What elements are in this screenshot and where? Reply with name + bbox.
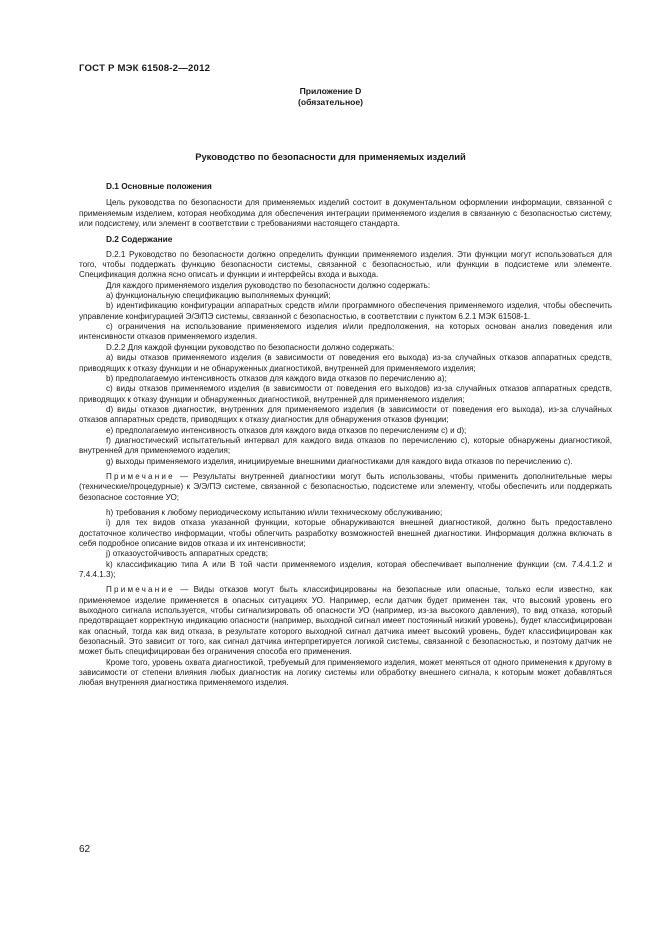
paragraph-final: Кроме того, уровень охвата диагностикой, требуемый для применяемого изделия, может меняться от одного применения к другому в зависимости от степени влияния любых диагностик на логику системы или обработку внешнего сигнала, к которым может добавляться любая внутренняя диагностика применяемого изделия. <box>79 657 612 688</box>
paragraph-d1: Цель руководства по безопасности для применяемых изделий состоит в документальном оформлении информации, связанной с применяемым изделием, которая необходима для обеспечения интеграции применяемого изделия в связанную с безопасностью систему, или подсистему, или элемент в соответствии с требованиями настоящего стандарта. <box>79 198 612 229</box>
list-item-c2: c) виды отказов применяемого изделия (в зависимости от поведения его выходов) из-за случайных отказов аппаратных средств, приводящих к отказу функции и обнаруженных диагностикой, внутренней для применяемого изделия; <box>79 384 612 404</box>
list-item-i2: i) для тех видов отказа указанной функции, которые обнаруживаются внешней диагностикой, должно быть предоставлено достаточное количество информации, чтобы облегчить разработку возможностей внешней диагностики. Информация должна включать в себя подробное описание видов отказа и их интенсивности; <box>79 518 612 548</box>
note-1 <box>79 472 612 503</box>
list-item-f2: f) диагностический испытательный интервал для каждого вида отказов по перечислению с), которые обнаружены диагностикой, внутренней для применяемого изделия; <box>79 435 612 456</box>
paragraph-d22: D.2.2 Для каждой функции руководство по безопасности должно содержать: <box>106 342 395 352</box>
note-1-text: — Результаты внутренней диагностики могут быть использованы, чтобы применить дополнительные меры (технические/процедурные) к Э/Э/ПЭ системе, связанной с безопасностью, подсистеме или элементу, чтобы обеспечить или поддержать безопасное состояние УО; <box>79 471 612 502</box>
annex-status: (обязательное) <box>297 97 364 107</box>
list-item-b2: b) предполагаемую интенсивность отказов для каждого вида отказов по перечислению а); <box>106 373 447 383</box>
list-item-h2: h) требования к любому периодическому испытанию и/или техническому обслуживанию; <box>106 507 443 517</box>
paragraph-d21: D.2.1 Руководство по безопасности должно определить функции применяемого изделия. Эти функции могут использоваться для того, чтобы поддержать функцию безопасности системы, связанной с безопасностью, или функции в подсистеме или элементе. Спецификация должна ясно описать и функции и интерфейсы входа и выхода. <box>79 249 612 280</box>
note-1-label: Примечание <box>106 471 175 481</box>
list-item-g2: g) выходы применяемого изделия, инициируемые внешними диагностиками для каждого вида отказов по перечислению с). <box>106 456 573 466</box>
page-number: 62 <box>79 844 91 855</box>
list-item-c1: c) ограничения на использование применяемого изделия и/или предположения, на которых основан анализ поведения или интенсивности отказов применяемого изделия. <box>79 322 612 342</box>
note-2-text: — Виды отказов могут быть классифицированы на безопасные или опасные, только если известно, как применяемое изделие применяется в опасных ситуациях УО. Например, если датчик будет применен так, что высокий уровень его выходного сигнала используется, чтобы сигнализировать об опасности УО (например, из-за высокого давления), то вид отказа, который предотвращает корректную индикацию опасности (например, выходной сигнал имеет постоянный низкий уровень), будет классифицирован как опасный, тогда как вид отказа, в результате которого выходной сигнал датчика имеет высокий уровень, будет классифицирован как безопасный. Это зависит от того, как сигнал датчика интерпретируется логикой системы, связанной с безопасностью, и поэтому датчик не может быть специфицирован без ограничения способа его применения. <box>79 585 612 657</box>
section-heading-d1: D.1 Основные положения <box>106 181 212 191</box>
list-item-b1: b) идентификацию конфигурации аппаратных средств и/или программного обеспечения применяемого изделия, чтобы обеспечить управление конфигурацией Э/Э/ПЭ системы, связанной с безопасностью, в соответствии с пунктом 6.2.1 МЭК 61508-1. <box>79 301 612 321</box>
list-item-k2: k) классификацию типа А или В той части применяемого изделия, которая обеспечивает выполнение функции (см. 7.4.4.1.2 и 7.4.4.1.3); <box>79 559 612 580</box>
list-item-e2: e) предполагаемую интенсивность отказов для каждого вида отказов по перечислениям с) и d); <box>106 425 467 435</box>
list-item-j2: j) отказоустойчивость аппаратных средств; <box>106 549 269 559</box>
standard-header: ГОСТ Р МЭК 61508-2—2012 <box>79 63 211 74</box>
list-item-a2: а) виды отказов применяемого изделия (в зависимости от поведения его выхода) из-за случайных отказов аппаратных средств, приводящих к отказу функции и не обнаруженных диагностикой, внутренней для применяемого изделия; <box>79 353 612 373</box>
note-2-label: Примечание <box>106 585 175 595</box>
document-body <box>79 181 612 689</box>
note-2 <box>79 585 612 657</box>
page-title: Руководство по безопасности для применяемых изделий <box>195 151 466 162</box>
list-item-d2: d) виды отказов диагностик, внутренних для применяемого изделия (в зависимости от поведения его выхода), из-за случайных отказов аппаратных средств, приводящих к отказу диагностик для обнаружения отказов функции; <box>79 404 612 425</box>
annex-label: Приложение D <box>299 86 362 96</box>
paragraph-each-item: Для каждого применяемого изделия руководство по безопасности должно содержать: <box>106 280 431 290</box>
section-heading-d2: D.2 Содержание <box>106 234 173 245</box>
list-item-a1: а) функциональную спецификацию выполняемых функций; <box>106 291 331 301</box>
